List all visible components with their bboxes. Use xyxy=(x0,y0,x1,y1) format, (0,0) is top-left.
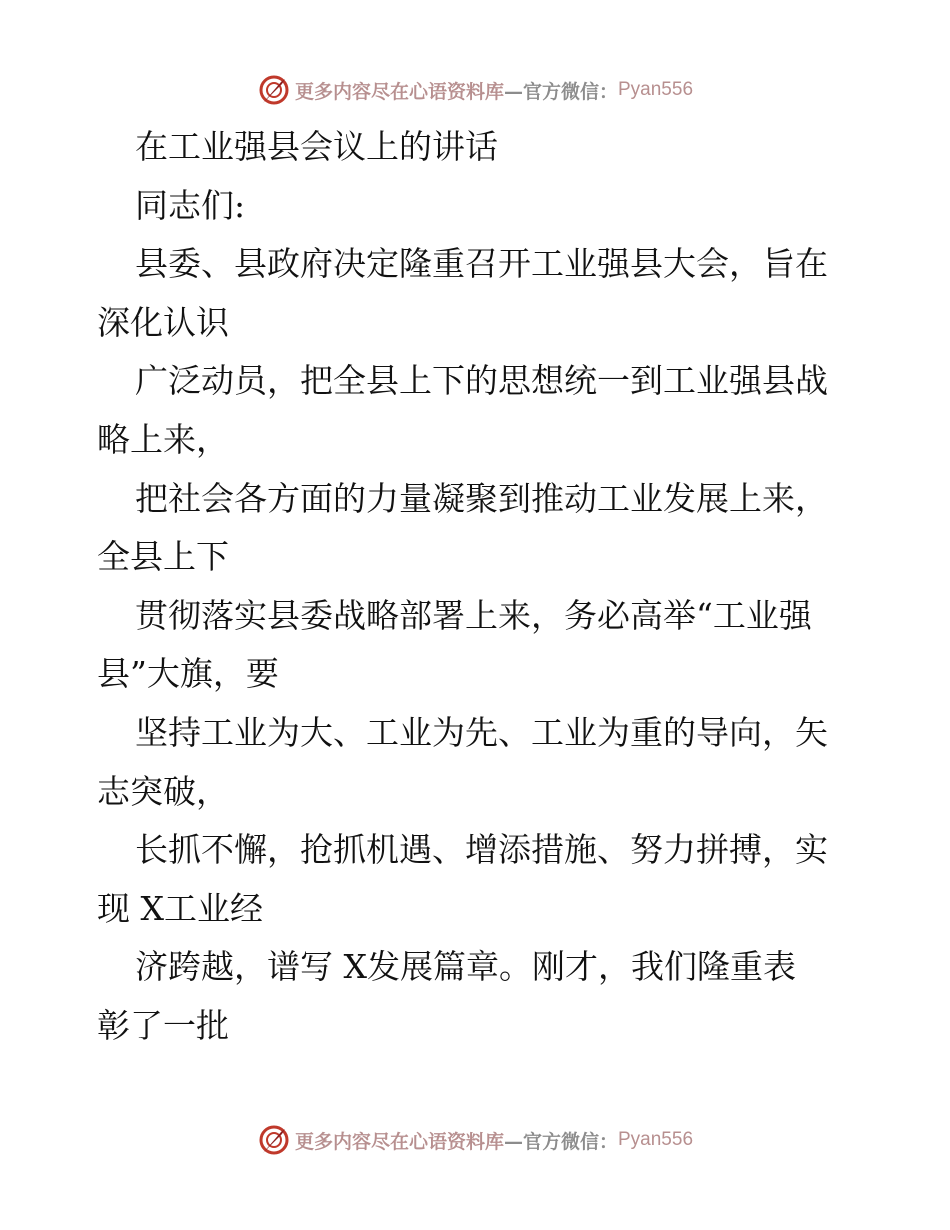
banner-brand-text: 更多内容尽在心语资料库 xyxy=(294,1130,504,1153)
banner-official-text: —官方微信： xyxy=(503,1130,618,1153)
banner-brand-text: 更多内容尽在心语资料库 xyxy=(294,80,504,103)
paragraph-line: 县”大旗，要 xyxy=(97,654,279,694)
paragraph-line: 把社会各方面的力量凝聚到推动工业发展上来， xyxy=(135,478,828,518)
paragraph-line: 坚持工业为大、工业为先、工业为重的导向，矢 xyxy=(135,712,828,752)
document-title: 在工业强县会议上的讲话 xyxy=(135,127,498,166)
banner-wechat-id: Pyan556 xyxy=(618,79,694,100)
salutation: 同志们: xyxy=(135,185,246,225)
banner-wechat-id: Pyan556 xyxy=(618,1129,694,1150)
paragraph-line: 现 X工业经 xyxy=(97,888,263,928)
paragraph-line: 济跨越，谱写 X发展篇章。刚才，我们隆重表 xyxy=(135,947,796,987)
paragraph-line: 广泛动员，把全县上下的思想统一到工业强县战 xyxy=(135,361,828,401)
footer-watermark-banner xyxy=(0,1120,950,1160)
paragraph-line: 长抓不懈，抢抓机遇、增添措施、努力拼搏，实 xyxy=(135,830,828,870)
paragraph-line: 志突破， xyxy=(97,771,229,811)
paragraph-line: 县委、县政府决定隆重召开工业强县大会，旨在 xyxy=(135,244,828,284)
banner-official-text: —官方微信： xyxy=(503,80,618,103)
paragraph-line: 贯彻落实县委战略部署上来，务必高举“工业强 xyxy=(135,595,812,635)
document-body xyxy=(97,118,853,1056)
paragraph-line: 彰了一批 xyxy=(97,1005,229,1045)
paragraph-line: 深化认识 xyxy=(97,302,229,342)
header-watermark-banner xyxy=(0,70,950,110)
paragraph-line: 全县上下 xyxy=(97,537,229,577)
quill-circle-logo-icon xyxy=(257,1123,291,1157)
quill-circle-logo-icon xyxy=(257,73,291,107)
paragraph-line: 略上来， xyxy=(97,419,229,459)
